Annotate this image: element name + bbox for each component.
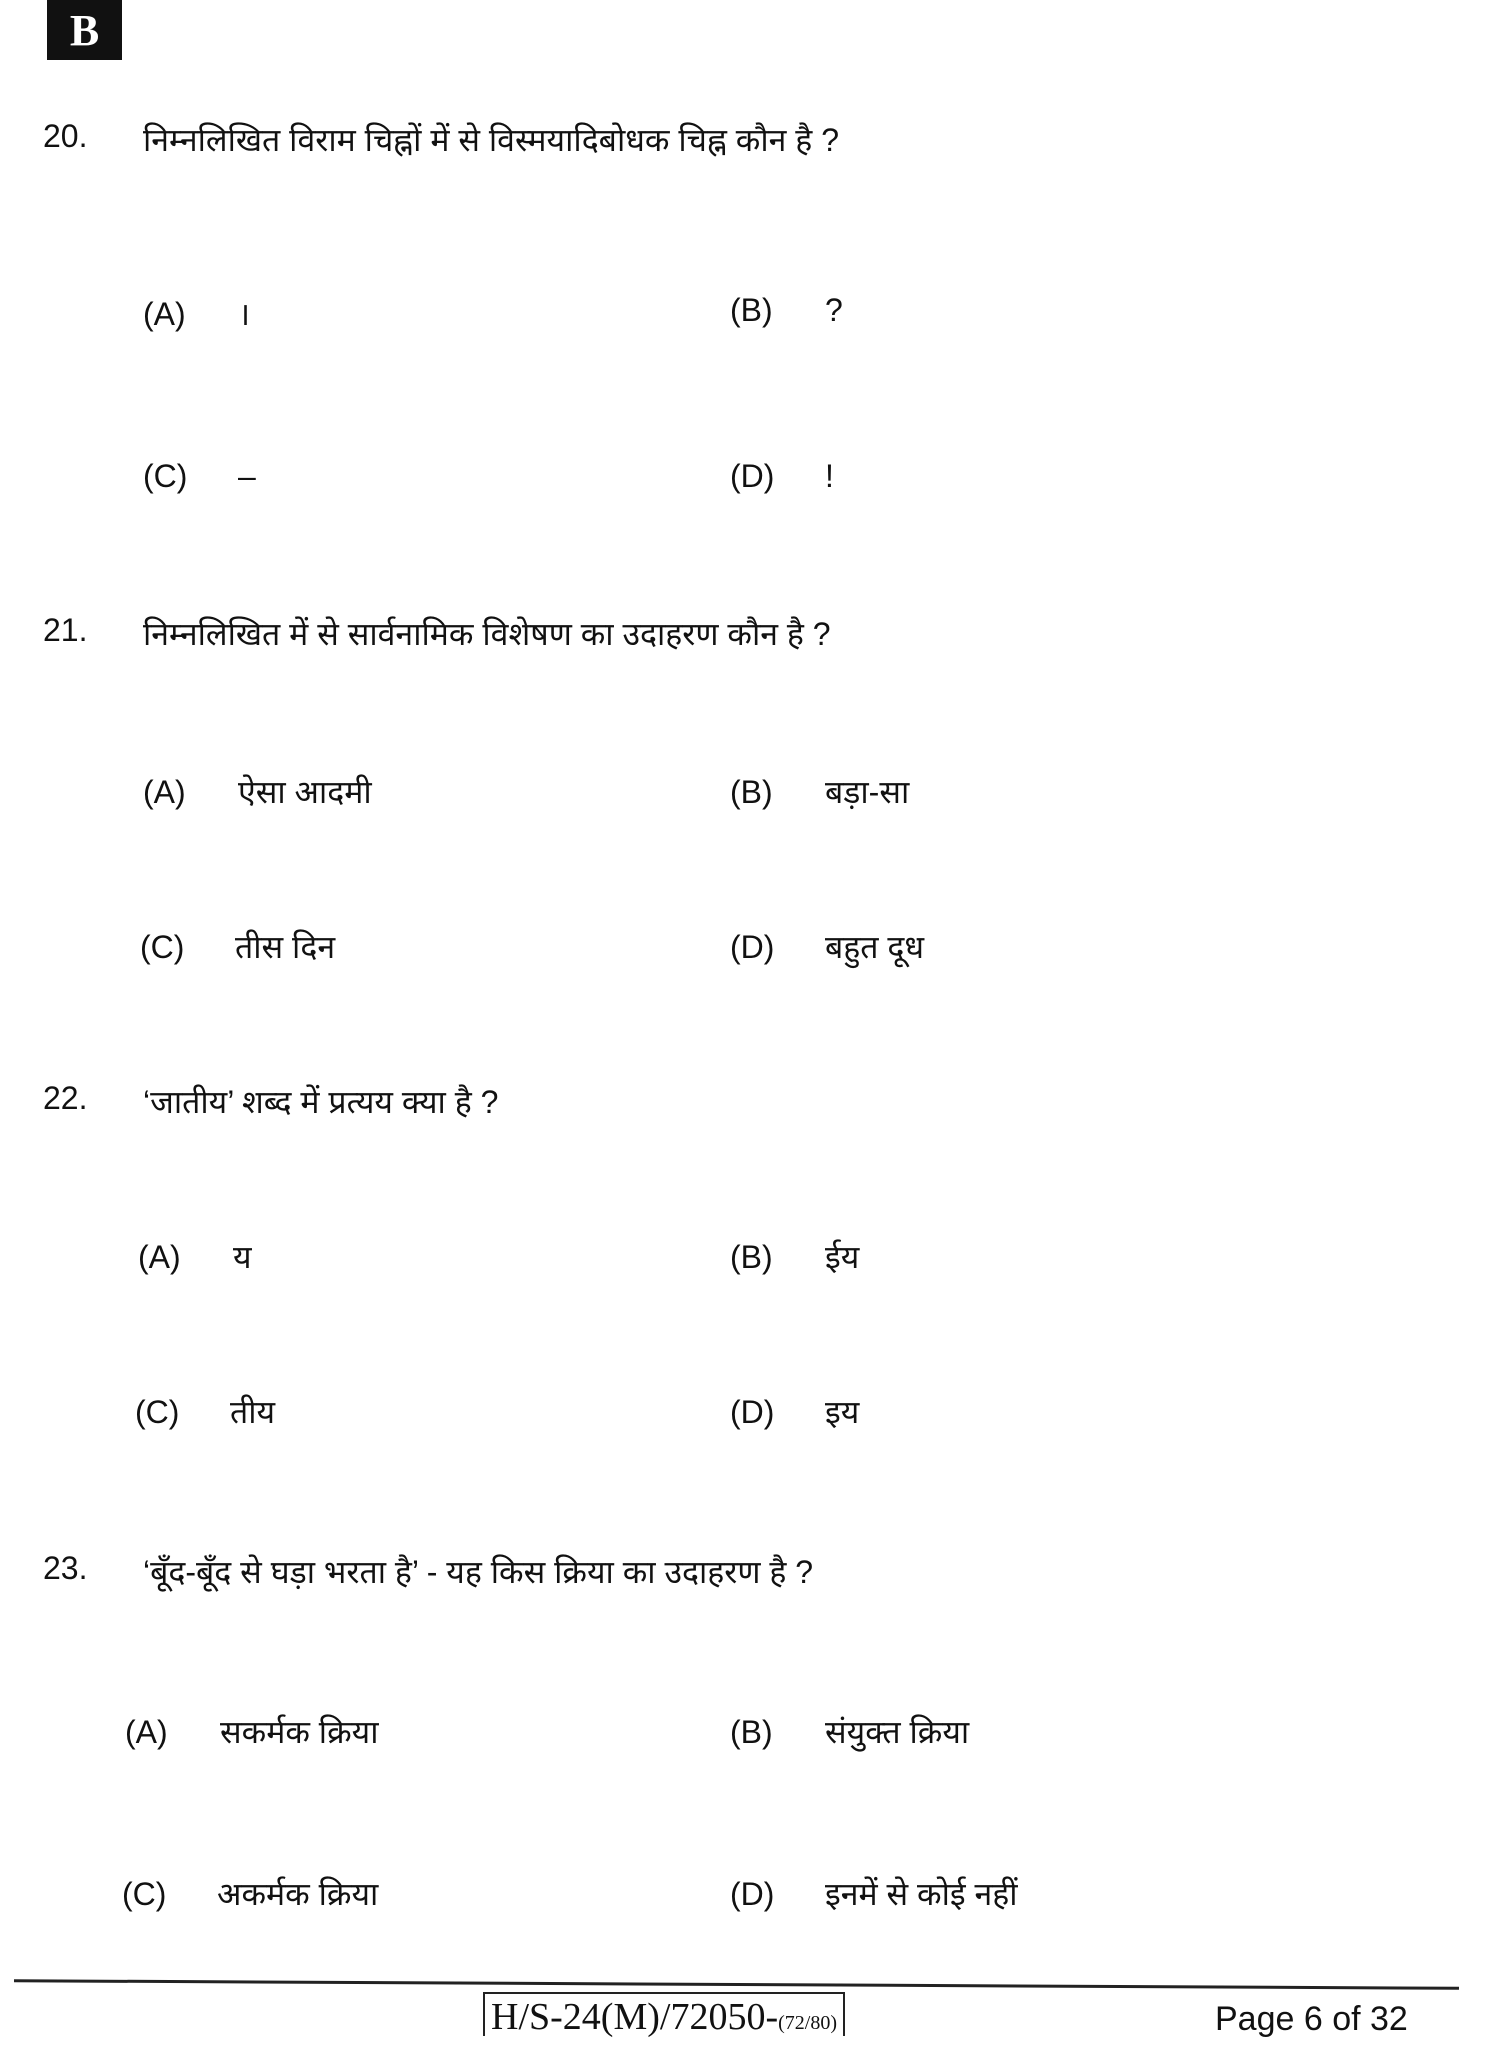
option-text: इनमें से कोई नहीं (825, 1876, 1018, 1912)
option-text: सकर्मक क्रिया (220, 1714, 379, 1750)
question-22 (43, 1080, 499, 1123)
question-number: 20. (43, 118, 88, 154)
option-label: (B) (730, 1239, 773, 1275)
option-text: – (238, 458, 256, 494)
option-text: तीय (230, 1394, 276, 1430)
option-text: य (233, 1239, 252, 1275)
option-a (138, 1235, 252, 1278)
option-b (730, 770, 909, 813)
paper-code-text: H/S-24(M)/72050- (491, 1996, 779, 2038)
option-text: ? (825, 292, 843, 328)
question-20 (43, 118, 839, 161)
option-label: (C) (135, 1394, 180, 1430)
option-d (730, 1872, 1018, 1915)
page-number: Page 6 of 32 (1215, 2000, 1408, 2038)
option-d (730, 1390, 859, 1433)
question-text: ‘जातीय’ शब्द में प्रत्यय क्या है ? (143, 1084, 499, 1120)
option-d (730, 458, 834, 495)
question-text: ‘बूँद-बूँद से घड़ा भरता है’ - यह किस क्रिया का उदाहरण है ? (143, 1554, 814, 1590)
option-text: । (238, 296, 251, 332)
footer-divider (14, 1979, 1459, 1990)
option-b (730, 292, 843, 329)
option-c (135, 1390, 275, 1433)
option-label: (D) (730, 458, 775, 494)
question-number: 22. (43, 1080, 88, 1116)
option-text: बड़ा-सा (825, 774, 910, 810)
option-label: (A) (143, 296, 186, 332)
option-label: (C) (140, 929, 185, 965)
question-text: निम्नलिखित में से सार्वनामिक विशेषण का उदाहरण कौन है ? (143, 616, 831, 652)
option-text: तीस दिन (235, 929, 336, 965)
option-text: अकर्मक क्रिया (217, 1876, 379, 1912)
option-text: ! (825, 458, 834, 494)
option-c (122, 1872, 378, 1915)
question-23 (43, 1550, 814, 1593)
question-21 (43, 612, 831, 655)
option-text: ईय (825, 1239, 860, 1275)
option-text: संयुक्त क्रिया (825, 1714, 970, 1750)
option-label: (B) (730, 774, 773, 810)
option-label: (B) (730, 292, 773, 328)
set-badge: B (47, 0, 122, 60)
option-b (730, 1235, 859, 1278)
option-label: (B) (730, 1714, 773, 1750)
option-label: (C) (122, 1876, 167, 1912)
option-label: (D) (730, 929, 775, 965)
option-text: इय (825, 1394, 860, 1430)
paper-code-suffix: (72/80) (778, 2012, 837, 2034)
option-a (125, 1710, 379, 1753)
option-a (143, 292, 250, 335)
paper-code (483, 1992, 845, 2036)
option-label: (D) (730, 1876, 775, 1912)
question-number: 23. (43, 1550, 88, 1586)
option-text: ऐसा आदमी (238, 774, 372, 810)
question-number: 21. (43, 612, 88, 648)
option-b (730, 1710, 969, 1753)
option-label: (A) (125, 1714, 168, 1750)
option-label: (D) (730, 1394, 775, 1430)
option-label: (A) (143, 774, 186, 810)
option-d (730, 925, 924, 968)
option-c (143, 458, 256, 495)
option-label: (C) (143, 458, 188, 494)
option-label: (A) (138, 1239, 181, 1275)
question-text: निम्नलिखित विराम चिह्नों में से विस्मयादिबोधक चिह्न कौन है ? (143, 122, 839, 158)
option-c (140, 925, 335, 968)
option-a (143, 770, 372, 813)
option-text: बहुत दूध (825, 929, 925, 965)
